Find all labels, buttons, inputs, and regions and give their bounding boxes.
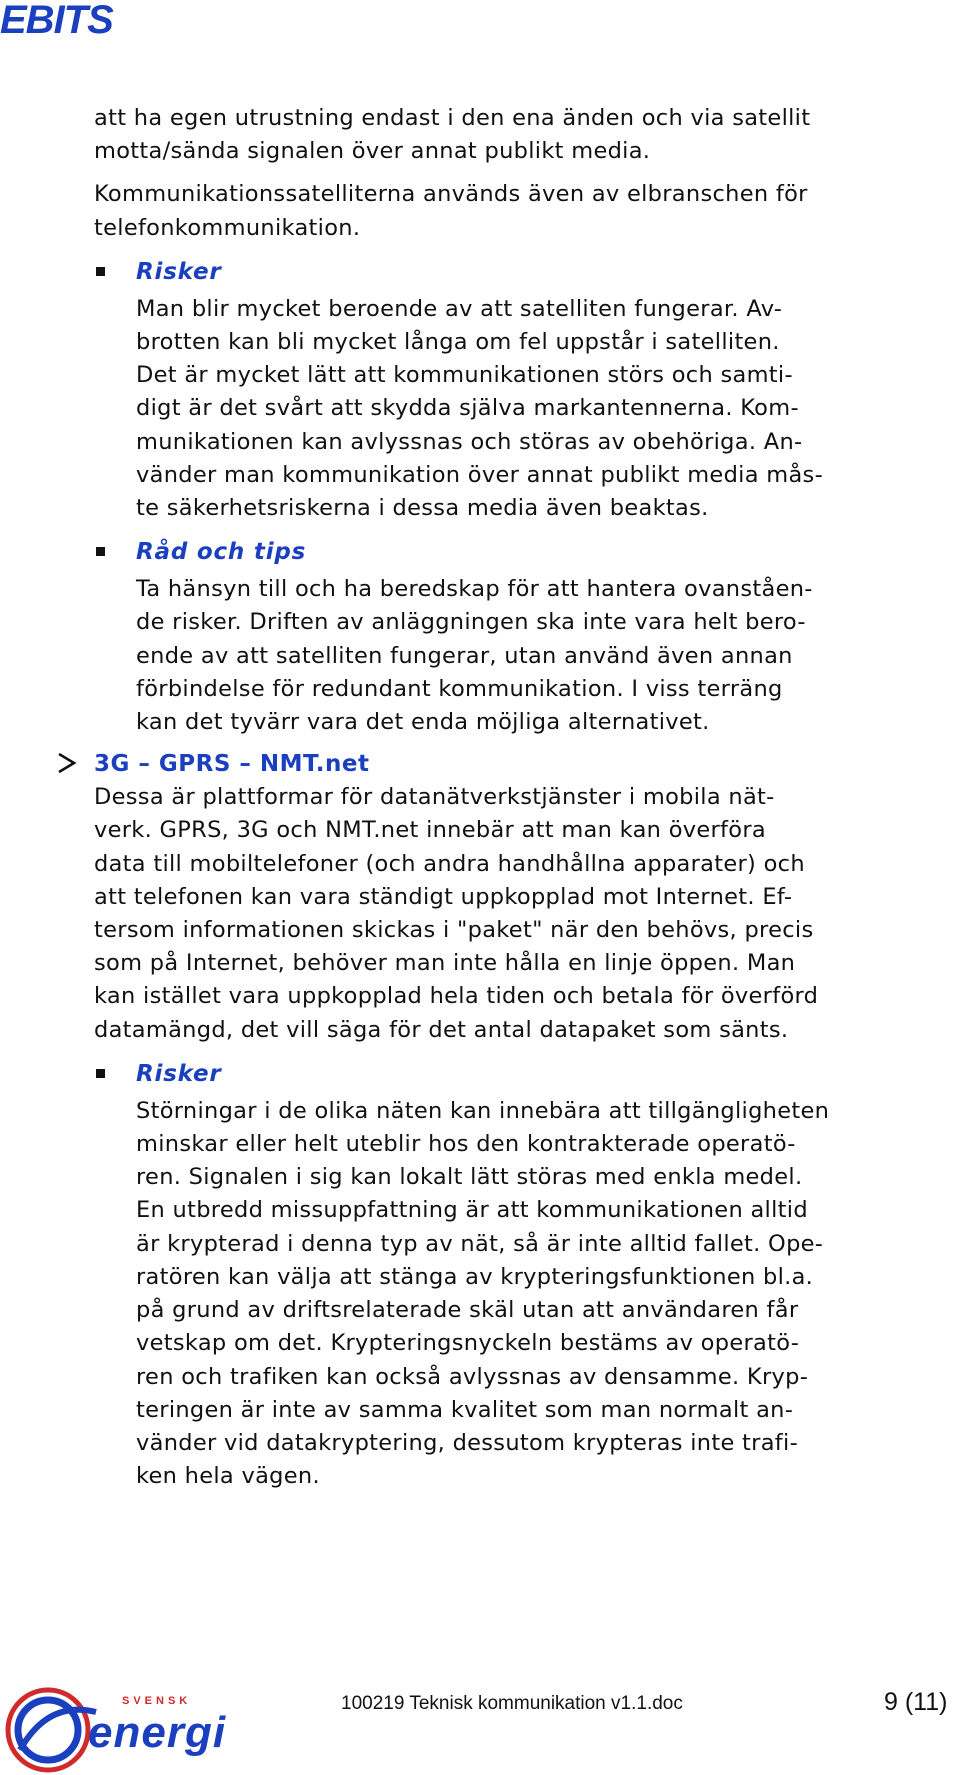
satellite-risks-text: Man blir mycket beroende av att satelliten fungerar. Av- brotten kan bli mycket långa om fel uppstår i satelliten. Det är mycket lätt att kommunikationen störs och samti- digt är det svårt att skydda själva markantennerna. Kom- munikationen kan avlyssnas och störas av obehöriga. An- vänder man kommunikation över annat publikt media mås- te säkerhetsriskerna i dessa media även beaktas. [136,295,823,522]
footer-filename: 100219 Teknisk kommunikation v1.1.doc [341,1693,683,1714]
satellite-tips-item [94,535,954,739]
gprs-text: Dessa är plattformar för datanätverkstjänster i mobila nät- verk. GPRS, 3G och NMT.net innebär att man kan överföra data till mobiltelefoner (och andra handhållna apparater) och att telefonen kan vara ständigt uppkopplad mot Internet. Ef- tersom informationen skickas i "paket" när den behövs, precis som på Internet, behöver man inte hålla en linje öppen. Man kan istället vara uppkopplad hela tiden och betala för överförd datamängd, det vill säga för det antal datapaket som sänts. [94,784,819,1043]
intro-paragraph-2: Kommunikationssatelliterna används även av elbranschen för telefonkommunikation. [94,181,808,241]
gprs-heading: 3G – GPRS – NMT.net [94,751,370,778]
intro-paragraph-1: att ha egen utrustning endast i den ena änden och via satellit motta/sända signalen över annat publikt media. [94,105,811,165]
brand-logo-text: EBITS [0,0,113,42]
square-bullet-icon [96,547,105,556]
satellite-risks-item [94,255,954,525]
arrow-bullet-icon [56,751,78,775]
square-bullet-icon [96,267,105,276]
gprs-risks-item [94,1057,954,1493]
logo-word-text: energi [88,1708,227,1757]
satellite-risks-heading: Risker [136,258,222,285]
gprs-risks-text: Störningar i de olika näten kan innebära att tillgängligheten minskar eller helt uteblir hos den kontrakterade operatö- ren. Signalen i sig kan lokalt lätt störas med enkla medel. En utbredd missuppfattning är att kommunikationen alltid är krypterad i denna typ av nät, så är inte alltid fallet. Ope- ratören kan välja att stänga av krypteringsfunktionen bl.a. på grund av driftsrelaterade skäl utan att användaren får vetskap om det. Krypteringsnyckeln bestäms av operatö- ren och trafiken kan också avlyssnas av densamme. Kryp- teringen är inte av samma kvalitet som man normalt an- vänder vid datakryptering, dessutom krypteras inte trafi- ken hela vägen. [136,1097,830,1490]
satellite-tips-text: Ta hänsyn till och ha beredskap för att hantera ovanståen- de risker. Driften av anläggningen ska inte vara helt bero- ende av att satelliten fungerar, utan använd även annan förbindelse för redundant kommunikation. I viss terräng kan det tyvärr vara det enda möjliga alternativet. [136,576,813,736]
gprs-risks-heading: Risker [136,1060,222,1087]
gprs-section [94,747,954,1047]
satellite-tips-heading: Råd och tips [136,539,307,566]
square-bullet-icon [96,1069,105,1078]
page-number: 9 (11) [884,1688,948,1716]
document-body [94,102,954,1493]
logo-top-text: SVENSK [122,1695,192,1707]
